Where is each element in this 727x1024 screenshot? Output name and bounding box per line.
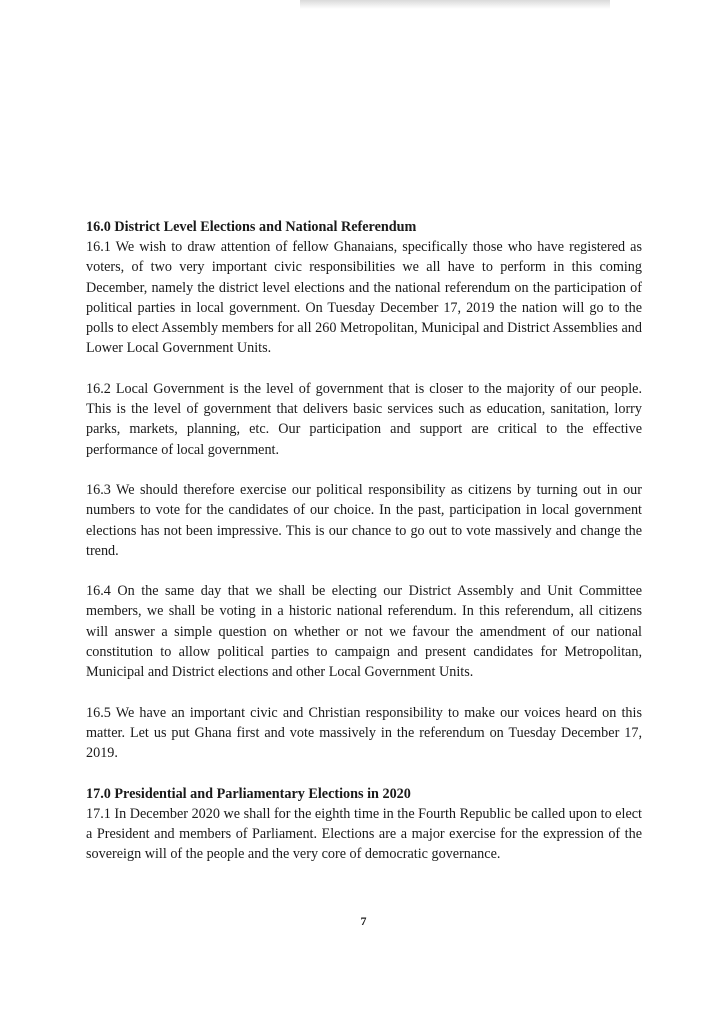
paragraph-16-5: 16.5 We have an important civic and Christian responsibility to make our voices heard on this matter. Let us put Ghana first and vote massively in the referendum on Tuesday December 17, 2019. [86, 704, 642, 762]
paragraph-16-4: 16.4 On the same day that we shall be electing our District Assembly and Unit Committee members, we shall be voting in a historic national referendum. In this referendum, all citizens will answer a simple question on whether or not we favour the amendment of our national constitution to allow political parties to campaign and present candidates for Metropolitan, Municipal and District elections and other Local Government Units. [86, 583, 642, 681]
paragraph-spacer [86, 359, 642, 379]
page-number: 7 [360, 914, 367, 928]
section-heading-17: 17.0 Presidential and Parliamentary Elections in 2020 [86, 785, 411, 802]
paragraph-16-3: 16.3 We should therefore exercise our political responsibility as citizens by turning out in our numbers to vote for the candidates of our choice. In the past, participation in local government elections has not been impressive. This is our chance to go out to vote massively and change the trend. [86, 481, 642, 559]
paragraph-17-1: 17.1 In December 2020 we shall for the eighth time in the Fourth Republic be called upon to elect a President and members of Parliament. Elections are a major exercise for the expression of the sovereign will of the people and the very core of democratic governance. [86, 805, 642, 863]
paragraph-16-1: 16.1 We wish to draw attention of fellow Ghanaians, specifically those who have registered as voters, of two very important civic responsibilities we all have to perform in this coming December, namely the district level elections and the national referendum on the participation of political parties in local government. On Tuesday December 17, 2019 the nation will go to the polls to elect Assembly members for all 260 Metropolitan, Municipal and District Assemblies and Lower Local Government Units. [86, 239, 642, 357]
paragraph-16-2: 16.2 Local Government is the level of government that is closer to the majority of our people. This is the level of government that delivers basic services such as education, sanitation, lorry parks, markets, planning, etc. Our participation and support are critical to the effective performance of local government. [86, 380, 642, 458]
paragraph-spacer [86, 683, 642, 703]
scan-artifact [300, 0, 610, 9]
paragraph-spacer [86, 460, 642, 480]
paragraph-spacer [86, 764, 642, 784]
section-heading-16: 16.0 District Level Elections and National Referendum [86, 219, 417, 235]
paragraph-spacer [86, 561, 642, 581]
document-body [86, 217, 642, 864]
